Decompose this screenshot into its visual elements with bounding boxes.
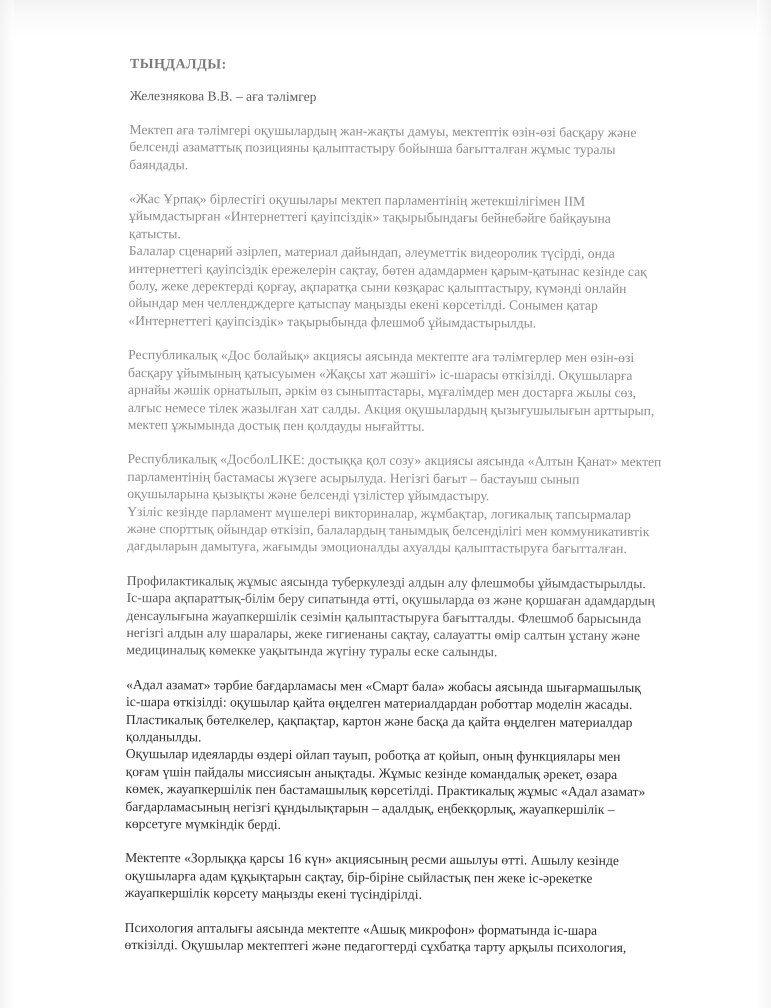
paragraph-line: баяндады. — [129, 156, 189, 172]
paragraph-line: Республикалық «ДосболLIKE: достыққа қол созу» акциясы аясында «Алтын Қанат» мектеп — [127, 451, 662, 470]
paragraph-line: Оқушылар идеяларды өздері ойлап тауып, роботқа ат қойып, оның функциялары мен — [125, 746, 621, 765]
paragraph — [125, 919, 680, 957]
paragraph-line: Профилактикалық жұмыс аясында туберкулезді алдын алу флешмобы ұйымдастырылды. — [126, 572, 646, 591]
paragraph — [125, 676, 681, 836]
paragraph-line: оқушыларға адам құқықтарын сақтау, бір-біріне сыйластық пен жеке іс-әрекетке — [124, 867, 593, 886]
paragraph — [125, 849, 680, 905]
paragraph — [129, 121, 684, 177]
paragraph-line: ұйымдастырған «Интернеттегі қауіпсіздік» тақырыбындағы бейнебәйге байқауына — [128, 208, 611, 227]
paragraph-line: көмек, жауапкершілік пен бастамашылық көрсетілді. Практикалық жұмыс «Адал азамат» — [125, 781, 646, 800]
paragraph-line: интернеттегі қауіпсіздік ережелерін сақтау, бөтен адамдармен қарым-қатынас кезінде сақ — [128, 260, 647, 279]
paragraph-line: белсенді азаматтық позицияны қалыптастыру бойынша бағытталған жұмыс туралы — [129, 139, 616, 158]
paragraph-line: алғыс немесе тілек жазылған хат салды. Акция оқушылардың қызығушылығын арттырып, — [127, 399, 655, 418]
paragraph-line: Психология апталығы аясында мектепте «Ашық микрофон» форматында іс-шара — [124, 919, 598, 938]
paragraph-line: бағдарламасының негізгі құндылықтарын – адалдық, еңбекқорлық, жауапкершілік – — [125, 798, 615, 817]
paragraph-line: Мектеп аға тәлімгері оқушылардың жан-жақты дамуы, мектептік өзін-өзі басқару және — [129, 121, 637, 140]
paragraph-line: қолданылды. — [125, 728, 202, 745]
paragraph — [127, 450, 683, 558]
paragraph-line: негізгі алдын алу шаралары, жеке гигиенаны сақтау, салауатты өмір салтын ұстану және — [126, 624, 641, 644]
scan-edge-right — [757, 0, 771, 1008]
paragraph-line: медициналық көмекке уақытында жүгіну туралы еске салынды. — [126, 642, 498, 660]
paragraph-line: Үзіліс кезінде парламент мүшелері викториналар, жұмбақтар, логикалық тапсырмалар — [127, 503, 631, 522]
paragraph-line: басқару ұйымының қатысуымен «Жақсы хат жәшігі» іс-шарасы өткізілді. Оқушыларға — [128, 364, 633, 383]
paragraph-line: ойындар мен челлендждерге қатыспау маңызды екені көрсетілді. Сонымен қатар — [128, 295, 598, 314]
paragraph-line: өткізілді. Оқушылар мектептегі және педагогтерді сұхбатқа тарту арқылы психология, — [124, 937, 627, 956]
paragraph-line: және спорттық ойындар өткізіп, балалардың танымдық белсенділігі мен коммуникативтік — [127, 520, 650, 540]
scan-edge-left — [0, 0, 14, 1008]
paragraph — [126, 572, 682, 662]
paragraph-line: «Интернеттегі қауіпсіздік» тақырыбында флешмоб ұйымдастырылды. — [128, 312, 537, 331]
paragraph — [128, 346, 684, 436]
paragraph-line: іс-шара өткізілді: оқушылар қайта өңделген материалдардан роботтар моделін жасады. — [126, 694, 633, 713]
document-body — [124, 56, 685, 974]
paragraph-line: арнайы жәшік орнатылып, әркім өз сыныптастары, мұғалімдер мен достарға жылы сөз, — [127, 382, 637, 401]
paragraph-line: парламентінің бастамасы жүзеге асырылуда. Негізгі бағыт – бастауыш сынып — [127, 468, 580, 487]
paragraph-line: Мектепте «Зорлыққа қарсы 16 күн» акциясының ресми ашылуы өтті. Ашылу кезінде — [125, 850, 619, 869]
paragraph-line: денсаулығына жауапкершілік сезімін қалыптастыруға бағытталды. Флешмоб барысында — [126, 607, 642, 626]
paragraph-line: болу, жеке деректерді қорғау, ақпаратқа сыни көзқарас қалыптастыру, күмәнді онлайн — [128, 278, 627, 297]
paragraph-line: дағдыларын дамытуға, жағымды эмоционалды ахуалды қалыптастыруға бағытталған. — [126, 538, 627, 557]
paragraph-line: «Жас Ұрпақ» бірлестігі оқушылары мектеп парламентінің жетекшілігімен ІІМ — [129, 191, 586, 209]
document-title: ТЫҢДАЛДЫ: — [129, 56, 227, 73]
paragraph-line: қатысты. — [128, 225, 181, 242]
paragraph-line: Балалар сценарий әзірлеп, материал дайындап, әлеуметтік видеоролик түсірді, онда — [128, 243, 615, 262]
paragraph-line: Іс-шара ақпараттық-білім беру сипатында өтті, оқушыларда өз және қоршаған адамдардың — [126, 590, 655, 609]
paragraph-line: мектеп ұжымында достық пен қолдауды нығайтты. — [127, 416, 425, 434]
paragraph-line: Республикалық «Дос болайық» акциясы аясында мектепте аға тәлімгерлер мен өзін-өзі — [128, 347, 635, 366]
paragraph — [128, 190, 684, 333]
paragraph-line: көрсетуге мүмкіндік берді. — [125, 816, 282, 832]
paragraph-line: қоғам үшін пайдалы миссиясын анықтады. Жұмыс кезінде командалық әрекет, өзара — [125, 763, 618, 782]
paragraphs-container — [125, 121, 685, 957]
paragraph-line: Пластикалық бөтелкелер, қақпақтар, картон және басқа да қайта өңделген материалдар — [125, 711, 633, 730]
paragraph-line: «Адал азамат» тәрбие бағдарламасы мен «Смарт бала» жобасы аясында шығармашылық — [126, 676, 641, 695]
scan-shadow-top — [0, 0, 771, 40]
document-author: Железнякова В.В. – аға тәлімгер — [129, 88, 317, 105]
paragraph-line: жауапкершілік көрсету маңызды екені түсіндірілді. — [124, 885, 422, 903]
paragraph-line: оқушыларына қызықты және белсенді үзілістер ұйымдастыру. — [127, 486, 490, 504]
